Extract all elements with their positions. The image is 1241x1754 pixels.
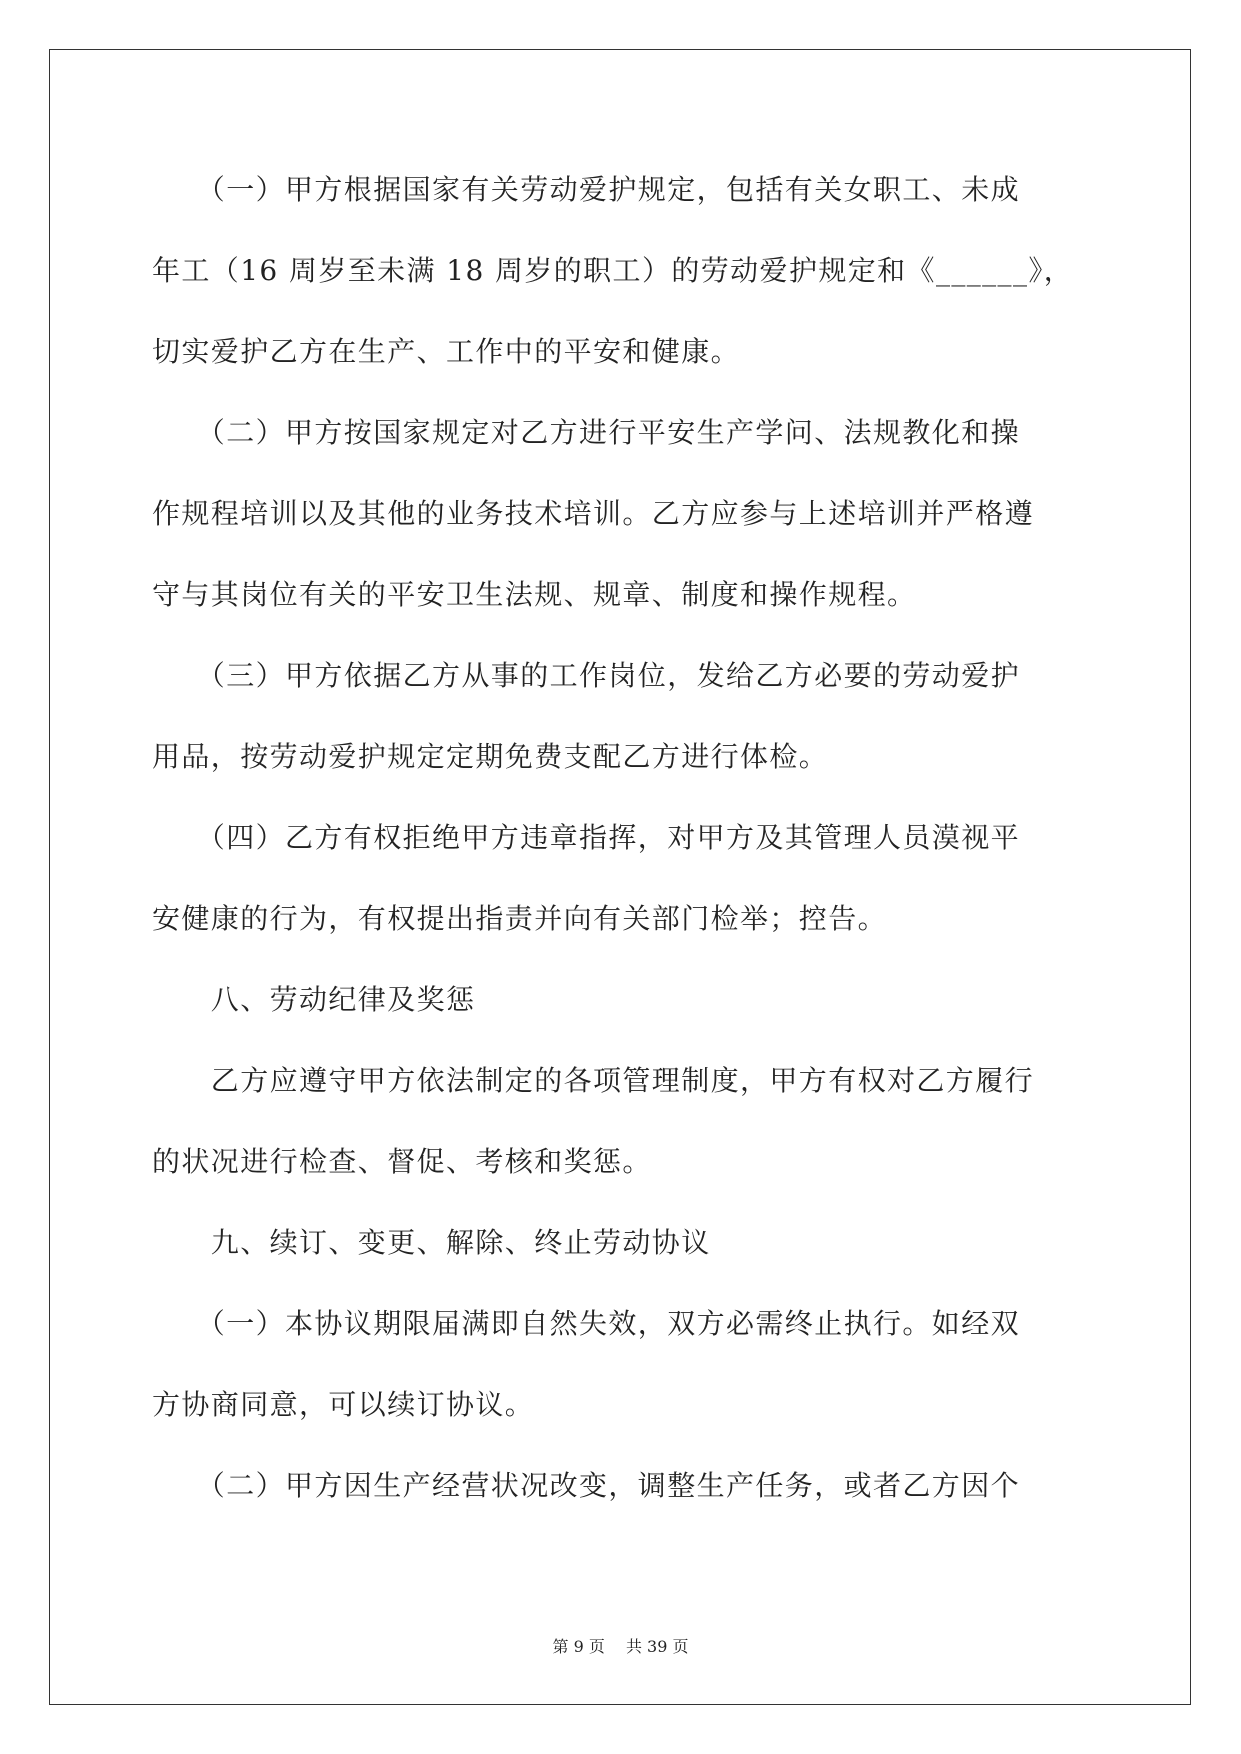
text-line: 作规程培训以及其他的业务技术培训。乙方应参与上述培训并严格遵 (152, 497, 1035, 530)
text-line: （二）甲方因生产经营状况改变，调整生产任务，或者乙方因个 (152, 1469, 1021, 1502)
text-line: （一）甲方根据国家有关劳动爱护规定，包括有关女职工、未成 (152, 173, 1021, 206)
text-line: 乙方应遵守甲方依法制定的各项管理制度，甲方有权对乙方履行 (152, 1064, 1035, 1097)
text-line: 方协商同意，可以续订协议。 (152, 1388, 535, 1421)
section-heading: 九、续订、变更、解除、终止劳动协议 (152, 1226, 711, 1259)
text-line: 的状况进行检查、督促、考核和奖惩。 (152, 1145, 652, 1178)
text-line: （三）甲方依据乙方从事的工作岗位，发给乙方必要的劳动爱护 (152, 659, 1021, 692)
text-line: （二）甲方按国家规定对乙方进行平安生产学问、法规教化和操 (152, 416, 1021, 449)
text-line: 用品，按劳动爱护规定定期免费支配乙方进行体检。 (152, 740, 829, 773)
text-line: 切实爱护乙方在生产、工作中的平安和健康。 (152, 335, 741, 368)
text-line: （一）本协议期限届满即自然失效，双方必需终止执行。如经双 (152, 1307, 1021, 1340)
text-line: 安健康的行为，有权提出指责并向有关部门检举；控告。 (152, 902, 888, 935)
text-line: （四）乙方有权拒绝甲方违章指挥，对甲方及其管理人员漠视平 (152, 821, 1021, 854)
text-line: 守与其岗位有关的平安卫生法规、规章、制度和操作规程。 (152, 578, 917, 611)
text-line: 年工（16 周岁至未满 18 周岁的职工）的劳动爱护规定和《______》， (152, 254, 1074, 287)
page-number-footer: 第 9 页 共 39 页 (552, 1637, 689, 1656)
section-heading: 八、劳动纪律及奖惩 (152, 983, 476, 1016)
page-border (49, 49, 1191, 1705)
